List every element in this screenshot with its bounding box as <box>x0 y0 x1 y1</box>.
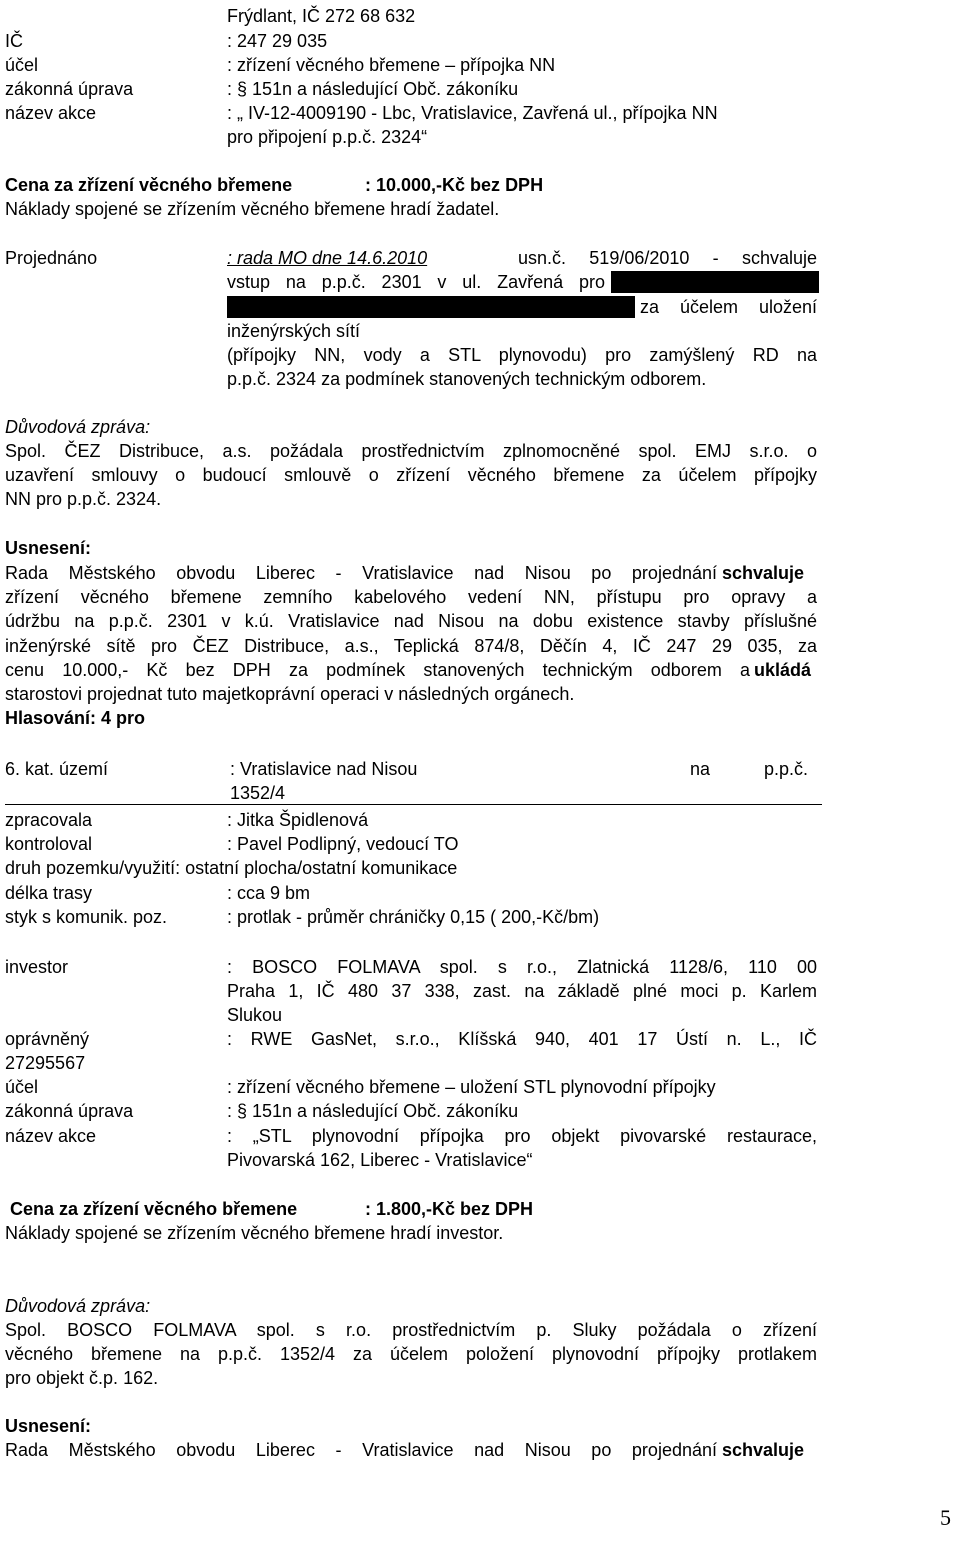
naklady-text: Náklady spojené se zřízením věcného břemene hradí žadatel. <box>5 199 500 219</box>
kontroloval-value: : Pavel Podlipný, vedoucí TO <box>227 834 459 854</box>
item-value: : Vratislavice nad Nisou <box>230 759 418 779</box>
cena-value: : 1.800,-Kč bez DPH <box>365 1199 534 1219</box>
naklady-text: Náklady spojené se zřízením věcného břemene hradí investor. <box>5 1223 504 1243</box>
usneseni-line-6: starostovi projednat tuto majetkoprávní operaci v následných orgánech. <box>5 684 575 704</box>
zpracovala-value: : Jitka Špidlenová <box>227 810 369 830</box>
styk-value: : protlak - průměr chráničky 0,15 ( 200,-Kč/bm) <box>227 907 600 927</box>
zakonna-label: zákonná úprava <box>5 1101 134 1121</box>
item-parcel: 1352/4 <box>230 783 286 803</box>
zakonna-label: zákonná úprava <box>5 79 134 99</box>
item-label: 6. kat. území <box>5 759 109 779</box>
opravneny-value: : RWE GasNet, s.r.o., Klíšská 940, 401 17 Ústí n. L., IČ <box>227 1029 817 1049</box>
projednano-line-4: inženýrských sítí <box>227 321 361 341</box>
projednano-resolution: usn.č. 519/06/2010 - schvaluje <box>518 248 817 268</box>
duvodova-heading: Důvodová zpráva: <box>5 1296 151 1316</box>
duvodova-line-3: pro objekt č.p. 162. <box>5 1368 159 1388</box>
nazev-line-1: : „STL plynovodní přípojka pro objekt pivovarské restaurace, <box>227 1126 817 1146</box>
investor-label: investor <box>5 957 69 977</box>
redaction-bar <box>611 271 819 293</box>
cena-label: Cena za zřízení věcného břemene <box>10 1199 298 1219</box>
opravneny-label: oprávněný <box>5 1029 90 1049</box>
projednano-label: Projednáno <box>5 248 98 268</box>
investor-line-3: Slukou <box>227 1005 283 1025</box>
usneseni-schvaluje: schvaluje <box>722 1440 805 1460</box>
nazev-value-1: : „ IV-12-4009190 - Lbc, Vratislavice, Zavřená ul., přípojka NN <box>227 103 718 123</box>
duvodova-line-1: Spol. BOSCO FOLMAVA spol. s r.o. prostřednictvím p. Sluky požádala o zřízení <box>5 1320 817 1340</box>
usneseni-line-2: zřízení věcného břemene zemního kabelového vedení NN, přístupu pro opravy a <box>5 587 817 607</box>
usneseni-schvaluje: schvaluje <box>722 563 805 583</box>
investor-line-1: : BOSCO FOLMAVA spol. s r.o., Zlatnická 1128/6, 110 00 <box>227 957 817 977</box>
ucel-label: účel <box>5 55 39 75</box>
nazev-line-2: Pivovarská 162, Liberec - Vratislavice“ <box>227 1150 533 1170</box>
nazev-value-2: pro připojení p.p.č. 2324“ <box>227 127 428 147</box>
ucel-value: : zřízení věcného břemene – přípojka NN <box>227 55 556 75</box>
styk-label: styk s komunik. poz. <box>5 907 168 927</box>
projednano-line-6: p.p.č. 2324 za podmínek stanovených technickým odborem. <box>227 369 707 389</box>
duvodova-heading: Důvodová zpráva: <box>5 417 151 437</box>
delka-label: délka trasy <box>5 883 93 903</box>
investor-line-2: Praha 1, IČ 480 37 338, zast. na základě plné moci p. Karlem <box>227 981 817 1001</box>
zakonna-value: : § 151n a následující Obč. zákoníku <box>227 1101 519 1121</box>
usneseni-line-3: údržbu na p.p.č. 2301 v k.ú. Vratislavice nad Nisou na dobu existence stavby příslušné <box>5 611 817 631</box>
duvodova-line-2: uzavření smlouvy o budoucí smlouvě o zřízení věcného břemene za účelem přípojky <box>5 465 817 485</box>
ic-value: : 247 29 035 <box>227 31 328 51</box>
ucel-label: účel <box>5 1077 39 1097</box>
usneseni-line-4: inženýrské sítě pro ČEZ Distribuce, a.s., Teplická 874/8, Děčín 4, IČ 247 29 035, za <box>5 636 817 656</box>
item-ppc: p.p.č. <box>764 759 809 779</box>
redaction-bar <box>227 296 635 318</box>
ic-label: IČ <box>5 31 23 51</box>
projednano-line-2: vstup na p.p.č. 2301 v ul. Zavřená pro <box>227 272 605 292</box>
projednano-meeting: : rada MO dne 14.6.2010 <box>227 248 428 268</box>
nazev-label: název akce <box>5 1126 97 1146</box>
zakonna-value: : § 151n a následující Obč. zákoníku <box>227 79 519 99</box>
duvodova-line-2: věcného břemene na p.p.č. 1352/4 za účelem položení plynovodní přípojky protlakem <box>5 1344 817 1364</box>
item-na: na <box>690 759 711 779</box>
usneseni-line-5: cenu 10.000,- Kč bez DPH za podmínek stanovených technickým odborem a <box>5 660 750 680</box>
duvodova-line-1: Spol. ČEZ Distribuce, a.s. požádala prostřednictvím zplnomocněné spol. EMJ s.r.o. o <box>5 441 817 461</box>
ucel-value: : zřízení věcného břemene – uložení STL plynovodní přípojky <box>227 1077 716 1097</box>
projednano-line-5: (přípojky NN, vody a STL plynovodu) pro zamýšlený RD na <box>227 345 817 365</box>
usneseni-line-1: Rada Městského obvodu Liberec - Vratislavice nad Nisou po projednání <box>5 563 717 583</box>
duvodova-line-3: NN pro p.p.č. 2324. <box>5 489 162 509</box>
nazev-label: název akce <box>5 103 97 123</box>
projednano-line-3: za účelem uložení <box>640 297 817 317</box>
druh-pozemku: druh pozemku/využití: ostatní plocha/ostatní komunikace <box>5 858 458 878</box>
cena-value: : 10.000,-Kč bez DPH <box>365 175 544 195</box>
kontroloval-label: kontroloval <box>5 834 93 854</box>
usneseni-line-1: Rada Městského obvodu Liberec - Vratislavice nad Nisou po projednání <box>5 1440 717 1460</box>
page-number: 5 <box>940 1505 951 1530</box>
divider-line <box>5 804 822 805</box>
delka-value: : cca 9 bm <box>227 883 311 903</box>
cena-label: Cena za zřízení věcného břemene <box>5 175 293 195</box>
usneseni-heading: Usnesení: <box>5 1416 92 1436</box>
hlasovani: Hlasování: 4 pro <box>5 708 146 728</box>
usneseni-uklada: ukládá <box>754 660 812 680</box>
usneseni-heading: Usnesení: <box>5 538 92 558</box>
company-line: Frýdlant, IČ 272 68 632 <box>227 6 416 26</box>
opravneny-ic: 27295567 <box>5 1053 86 1073</box>
zpracovala-label: zpracovala <box>5 810 93 830</box>
